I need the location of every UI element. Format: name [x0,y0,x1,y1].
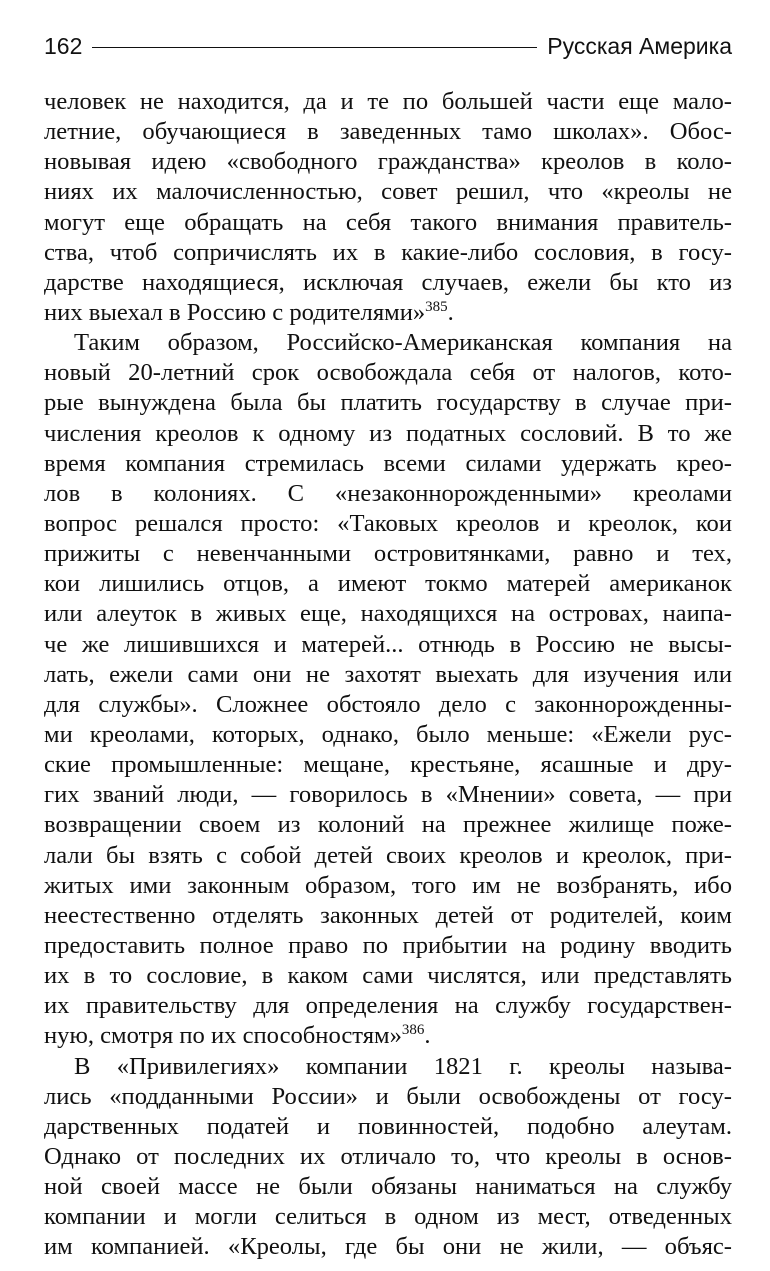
text-line: дарстве находящиеся, исключая случаев, ежели бы кто из [44,268,732,296]
text-line: Однако от последних их отличало то, что креолы в основ- [44,1142,732,1170]
text-line: лать, ежели сами они не захотят выехать для изучения или [44,660,732,688]
text-line: ские промышленные: мещане, крестьяне, ясашные и дру- [44,751,732,779]
text-line: лали бы взять с собой детей своих креолов и креолок, при- [44,841,732,869]
text-line: их правительству для определения на службу государствен- [44,992,732,1020]
footnote-ref: 386 [401,1022,425,1039]
text-line: им компанией. «Креолы, где бы они не жили, — объяс- [44,1233,732,1261]
text-line-content: ную, смотря по их способностям» [44,1022,402,1050]
text-line: неестественно отделять законных детей от родителей, коим [44,901,732,929]
text-line: ниях их малочисленностью, совет решил, что «креолы не [44,178,732,206]
paragraph [44,87,732,328]
text-line: возвращении своем из колоний на прежнее жилище поже- [44,811,732,839]
page-number: 162 [44,33,83,59]
text-line: новый 20-летний срок освобождала себя от налогов, кото- [44,359,732,387]
text-line: вопрос решался просто: «Таковых креолов и креолок, кои [44,509,732,537]
text-line: новывая идею «свободного гражданства» креолов в коло- [44,148,732,176]
text-line: человек не находится, да и те по большей части еще мало- [44,88,732,115]
text-line: могут еще обращать на себя такого внимания правитель- [44,208,732,236]
text-line: дарственных податей и повинностей, подобно алеутам. [44,1112,732,1140]
body-text [44,87,732,1262]
text-line: время компания стремилась всеми силами удержать крео- [44,449,732,477]
paragraph [44,328,732,1051]
text-line: Таким образом, Российско-Американская компания на [74,329,732,357]
running-head [44,30,732,62]
text-line: ми креолами, которых, однако, было меньше: «Ежели рус- [44,720,732,748]
text-line: кои лишились отцов, а имеют токмо матерей американок [44,570,732,598]
text-line: лов в колониях. С «незаконнорожденными» креолами [44,479,732,507]
line-tail: . [424,1022,431,1050]
text-line: или алеуток в живых еще, находящихся на островах, наипа- [44,600,732,628]
footnote-ref: 385 [425,298,448,315]
text-line: В «Привилегиях» компании 1821 г. креолы называ- [74,1052,732,1080]
text-line: числения креолов к одному из податных сословий. В то же [44,419,732,447]
text-line: лись «подданными России» и были освобождены от госу- [44,1082,732,1110]
text-line: гих званий люди, — говорилось в «Мнении» совета, — при [44,781,732,809]
text-line-content: них выехал в Россию с родителями» [44,298,426,326]
text-line: прижиты с невенчанными островитянками, равно и тех, [44,540,732,568]
text-line [44,298,732,328]
text-line [44,1021,732,1051]
text-line: житых ими законным образом, того им не возбранять, ибо [44,871,732,899]
text-line: компании и могли селиться в одном из мест, отведенных [44,1203,732,1231]
text-line: че же лишившихся и матерей... отнюдь в Россию не высы- [44,630,732,658]
line-tail: . [447,298,454,326]
text-line: рые вынуждена была бы платить государству в случае при- [44,389,732,417]
paragraph [44,1052,732,1263]
text-line: предоставить полное право по прибытии на родину вводить [44,931,732,959]
header-rule [92,47,537,48]
running-title: Русская Америка [547,33,732,59]
text-line: ной своей массе не были обязаны наниматься на службу [44,1173,732,1201]
text-line: их в то сословие, в каком сами числятся, или представлять [44,962,732,990]
text-line: летние, обучающиеся в заведенных тамо школах». Обос- [44,118,732,146]
text-line: ства, чтоб сопричислять их в какие-либо сословия, в госу- [44,238,732,266]
text-line: для службы». Сложнее обстояло дело с законнорожденны- [44,690,732,718]
